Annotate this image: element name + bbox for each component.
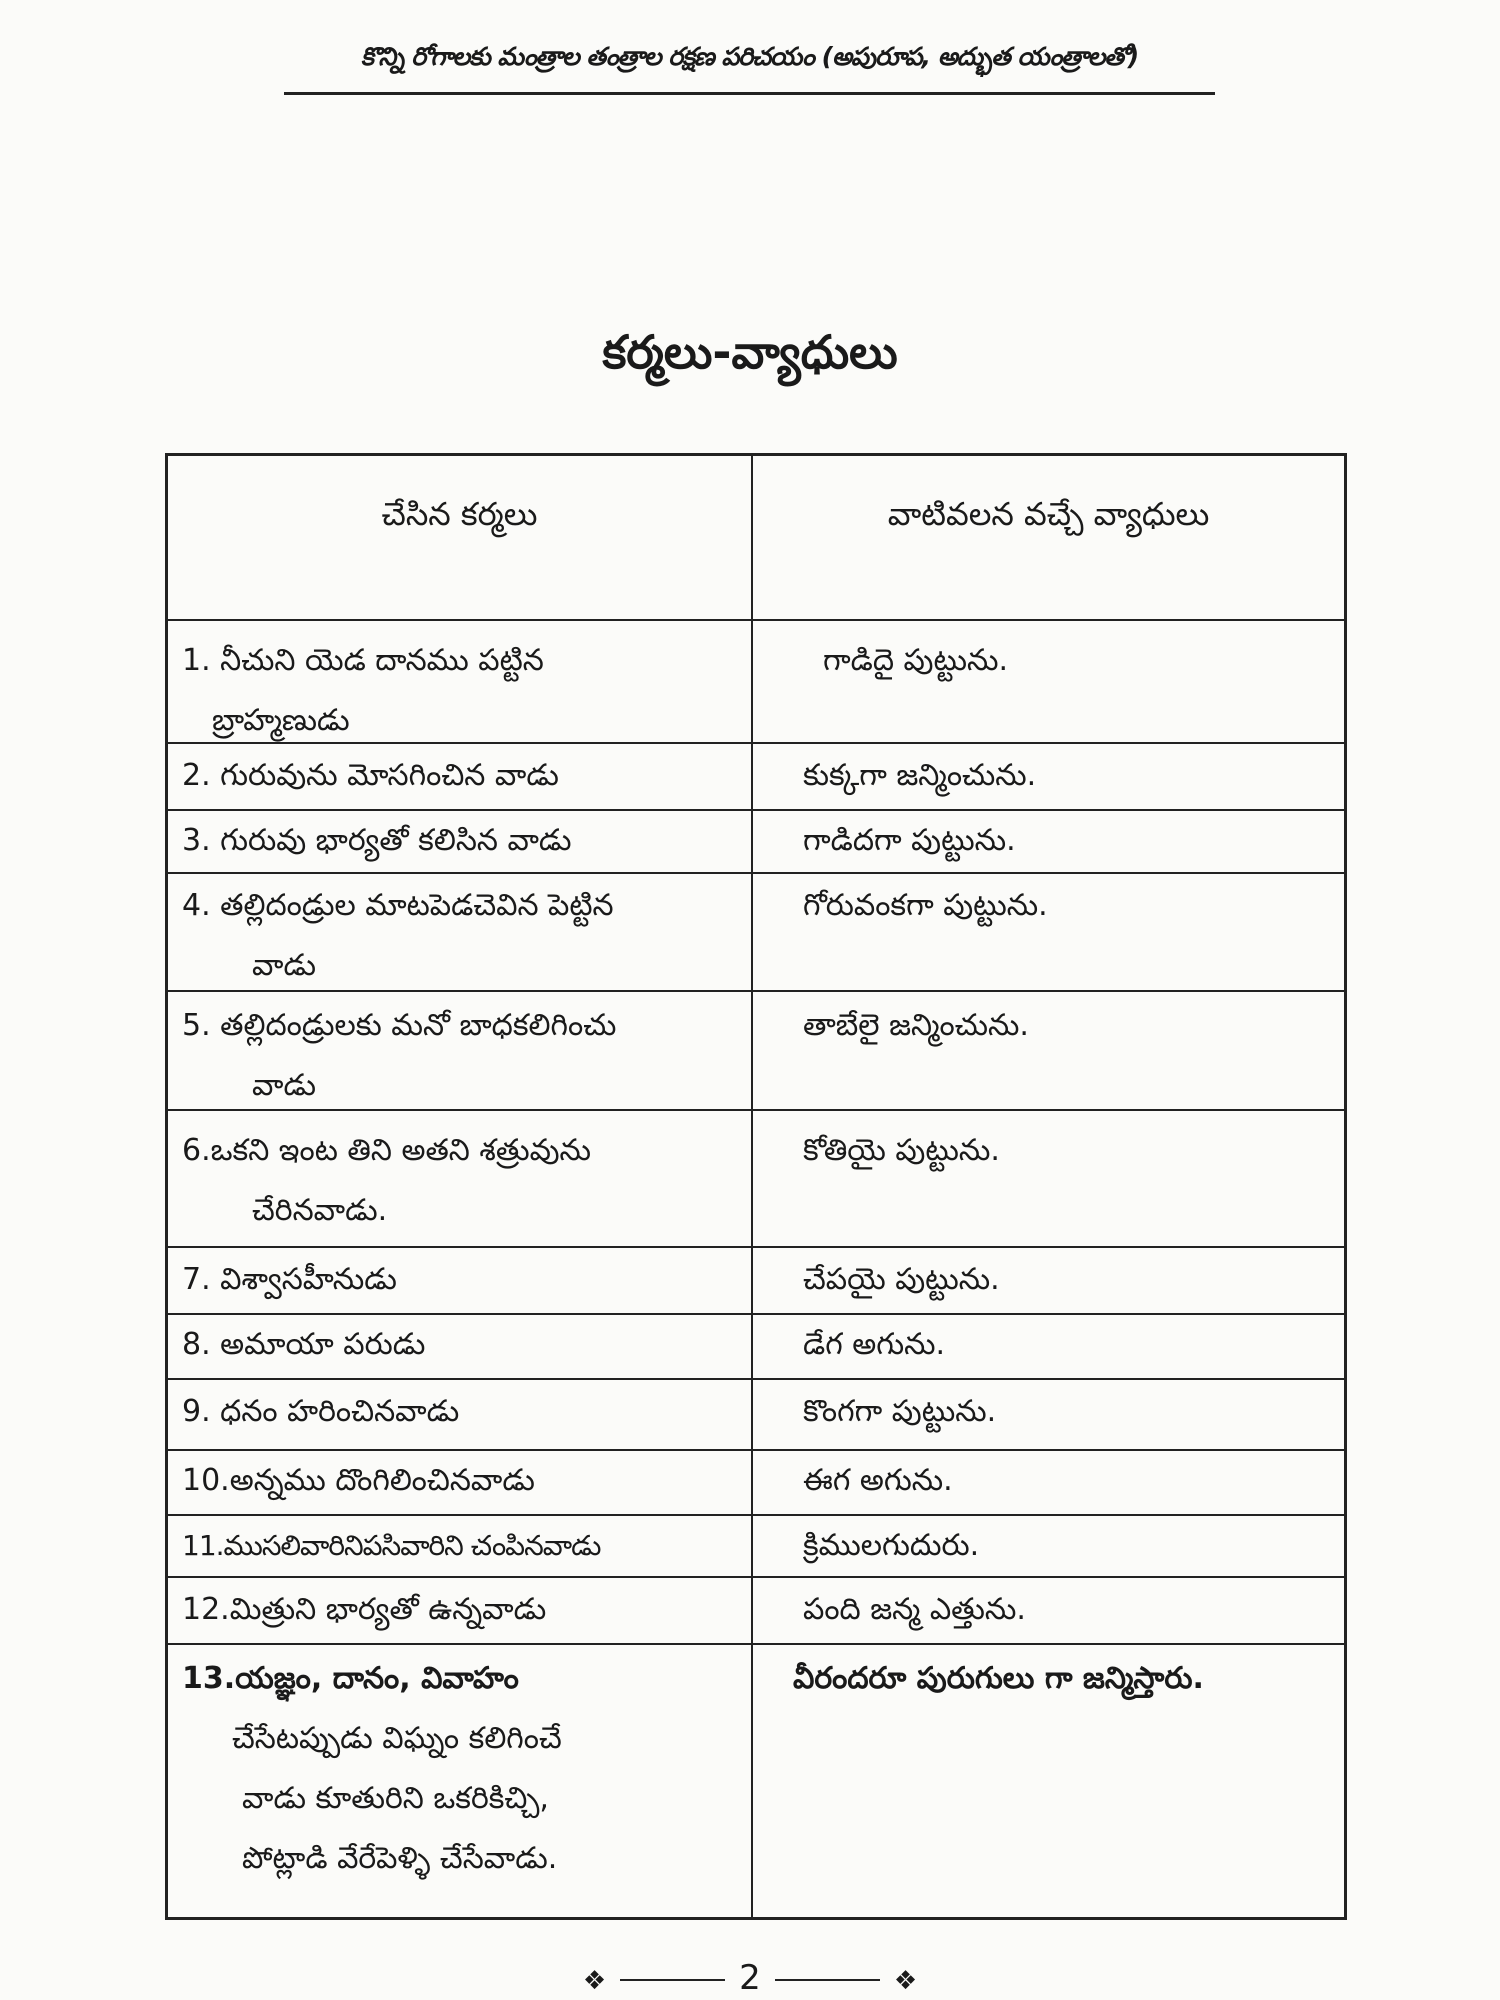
column-header-diseases: వాటివలన వచ్చే వ్యాధులు — [887, 495, 1210, 533]
result-cell: ఈగ అగును. — [803, 1463, 953, 1498]
deed-cell — [168, 1111, 753, 1246]
table-row — [168, 1578, 1344, 1645]
result-cell: కొంగగా పుట్టును. — [803, 1394, 997, 1429]
table-header-row — [168, 456, 1344, 621]
deed-cell — [168, 992, 753, 1109]
deed-text-cont: చేసేటప్పుడు విఘ్నం కలిగించే — [232, 1721, 562, 1756]
table-row — [168, 992, 1344, 1111]
result-cell: డేగ అగును. — [803, 1327, 946, 1362]
deed-text-cont: వాడు — [252, 1068, 317, 1103]
deed-cell: 3. గురువు భార్యతో కలిసిన వాడు — [168, 811, 753, 872]
table-row — [168, 874, 1344, 992]
deed-text: 6.ఒకని ఇంట తిని అతని శత్రువును — [182, 1133, 591, 1168]
deed-cell: 9. ధనం హరించినవాడు — [168, 1380, 753, 1449]
table-row — [168, 744, 1344, 811]
result-cell: కోతియై పుట్టును. — [803, 1133, 1000, 1168]
header-rule — [284, 92, 1215, 95]
deed-text-cont: వాడు — [252, 948, 317, 983]
deed-text-cont: చేరినవాడు. — [252, 1193, 388, 1228]
result-cell: గోరువంకగా పుట్టును. — [803, 888, 1048, 923]
table-row — [168, 1516, 1344, 1578]
deed-text-cont: వాడు కూతురిని ఒకరికిచ్చి, — [242, 1781, 549, 1816]
running-head: కొన్ని రోగాలకు మంత్రాల తంత్రాల రక్షణ పరిచయం (అపురూప, అద్భుత యంత్రాలతో) — [360, 42, 1139, 71]
footer-rule — [620, 1979, 725, 1981]
deed-cell — [168, 874, 753, 990]
deed-cell — [168, 1645, 753, 1917]
table-row — [168, 1380, 1344, 1451]
table-row — [168, 1248, 1344, 1315]
result-cell: గాడిదగా పుట్టును. — [803, 823, 1016, 858]
result-cell: తాబేలై జన్మించును. — [803, 1008, 1029, 1043]
column-header-deeds: చేసిన కర్మలు — [168, 456, 753, 619]
table-row — [168, 621, 1344, 744]
page-title: కర్మలు-వ్యాధులు — [602, 325, 898, 379]
deed-cell: 8. అమాయా పరుడు — [168, 1315, 753, 1378]
page-number: 2 — [739, 1958, 761, 1998]
result-cell: చేపయై పుట్టును. — [803, 1262, 1000, 1297]
deed-cell: 2. గురువును మోసగించిన వాడు — [168, 744, 753, 809]
deed-cell: 12.మిత్రుని భార్యతో ఉన్నవాడు — [168, 1578, 753, 1643]
result-cell: పంది జన్మ ఎత్తును. — [803, 1592, 1026, 1627]
deed-cell: 7. విశ్వాసహీనుడు — [168, 1248, 753, 1313]
page-footer — [0, 1958, 1500, 1998]
deed-text: 5. తల్లిదండ్రులకు మనో బాధకలిగించు — [182, 1008, 617, 1043]
result-cell: క్రిములగుదురు. — [803, 1528, 980, 1563]
result-cell: వీరందరూ పురుగులు గా జన్మిస్తారు. — [793, 1661, 1204, 1696]
karma-disease-table — [165, 453, 1347, 1920]
table-row — [168, 811, 1344, 874]
table-row — [168, 1451, 1344, 1516]
deed-cell — [168, 621, 753, 742]
deed-text: 1. నీచుని యెడ దానము పట్టిన — [182, 643, 544, 678]
ornament-icon: ❖ — [893, 1966, 918, 1996]
deed-text: 13.యజ్ఞం, దానం, వివాహం — [182, 1661, 519, 1696]
deed-text-cont: బ్రాహ్మణుడు — [212, 703, 350, 738]
table-row — [168, 1111, 1344, 1248]
ornament-icon: ❖ — [582, 1966, 607, 1996]
table-row — [168, 1315, 1344, 1380]
deed-cell: 10.అన్నము దొంగిలించినవాడు — [168, 1451, 753, 1514]
table-row — [168, 1645, 1344, 1917]
deed-text-cont: పోట్లాడి వేరేపెళ్ళి చేసేవాడు. — [242, 1841, 558, 1876]
deed-cell: 11.ముసలివారినిపసివారిని చంపినవాడు — [168, 1516, 753, 1576]
footer-rule — [775, 1979, 880, 1981]
deed-text: 4. తల్లిదండ్రుల మాటపెడచెవిన పెట్టిన — [182, 888, 614, 923]
result-cell: గాడిదై పుట్టును. — [823, 643, 1009, 678]
result-cell: కుక్కగా జన్మించును. — [803, 758, 1037, 793]
